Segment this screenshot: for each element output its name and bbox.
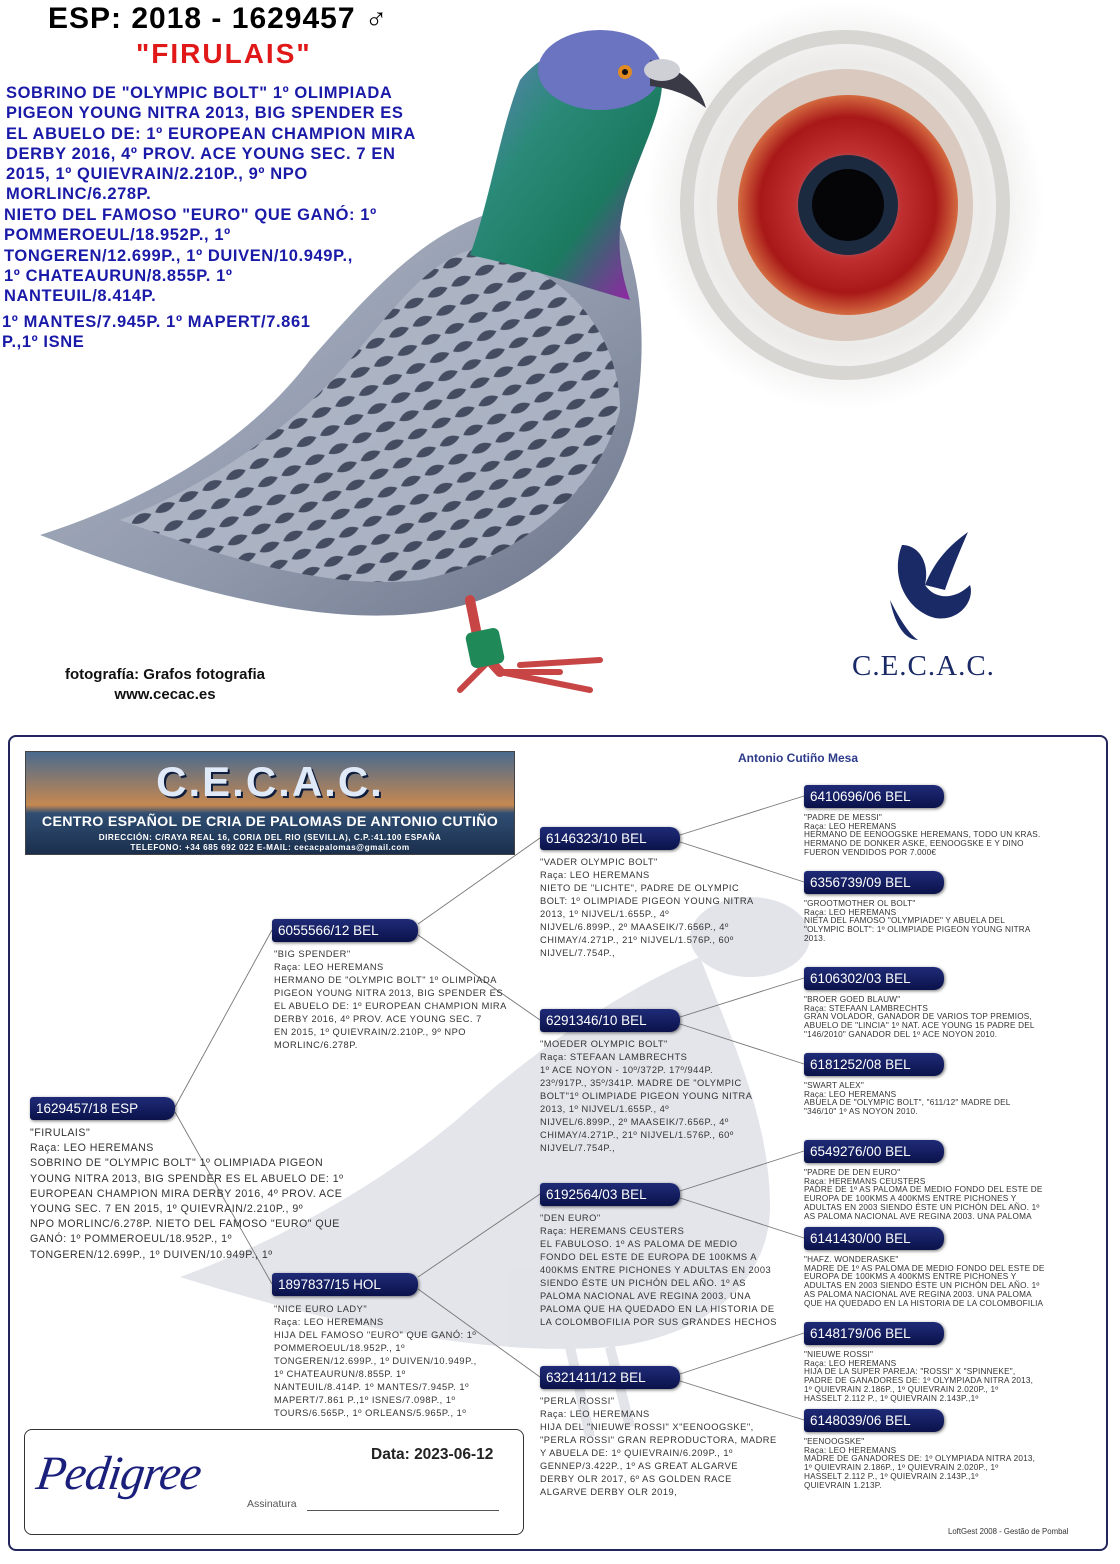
info-ddd: "EENOOGSKE" Raça: LEO HEREMANS MADRE DE GANADORES DE: 1º OLYMPIADA NITRA 2013, 1º QUIEVRAIN 2.186P., 1º QUIEVRAIN 2.020P., 1º HASSELT 2.112 P., 1º QUIEVRAIN 2.143P.,1º QUIEVRAIN 1.213P.	[804, 1437, 1036, 1490]
info-dam-sire: "DEN EURO" Raça: HEREMANS CEUSTERS EL FABULOSO. 1º AS PALOMA DE MEDIO FONDO DEL ESTE DE EUROPA DE 100KMS A 400KMS ENTRE PICHONES Y ADULTAS EN 2003 SIENDO ÉSTE UN PICHÓN DEL AÑO. 1º AS PALOMA NACIONAL AVE REGINA 2003. UNA PALOMA QUE HA QUEDADO EN LA HISTORIA DE LA COLOMBOFILIA POR SUS GRANDES HECHOS	[540, 1213, 778, 1327]
info-subject: "FIRULAIS" Raça: LEO HEREMANS SOBRINO DE "OLYMPIC BOLT" 1º OLIMPIADA PIGEON YOUNG NITRA 2013, BIG SPENDER ES EL ABUELO DE: 1º EUROPEAN CHAMPION MIRA DERBY 2016, 4º PROV. ACE YOUNG SEC. 7 EN 2015, 1º QUIEVRAIN/2.210P., 9º NPO MORLINC/6.278P. NIETO DEL FAMOSO "EURO" QUE GANÓ: 1º POMMEROEUL/18.952P., 1º TONGEREN/12.699P., 1º DUIVEN/10.949P., 1º	[30, 1127, 344, 1261]
ring-number-title: ESP: 2018 - 1629457 ♂	[48, 2, 389, 35]
website-link[interactable]: www.cecac.es	[114, 686, 216, 703]
pedigree-footer	[24, 1429, 524, 1535]
info-sdd: "SWART ALEX" Raça: LEO HEREMANS ABUELA DE "OLYMPIC BOLT", "611/12" MADRE DEL "346/10" 1º AS NOYON 2010.	[804, 1081, 1011, 1117]
software-credit: LoftGest 2008 - Gestão de Pombal	[948, 1527, 1069, 1536]
info-sss: "PADRE DE MESSI" Raça: LEO HEREMANS HERMANO DE EENOOGSKE HEREMANS, TODO UN KRAS. HERMANO DE DONKER ASKE, EENOOGSKE E Y DINO FUERON VENDIDOS POR 7.000€	[804, 813, 1041, 857]
info-dam: "NICE EURO LADY" Raça: LEO HEREMANS HIJA DEL FAMOSO "EURO" QUE GANÓ: 1º POMMEROEUL/18.952P., 1º TONGEREN/12.699P., 1º DUIVEN/10.949P., 1º CHATEAURUN/8.855P. 1º NANTEUIL/8.414P. 1º MANTES/7.945P. 1º MAPERT/7.861 P.,1º ISNES/7.098P., 1º TOURS/6.565P., 1º ORLEANS/5.965P., 1º	[274, 1304, 477, 1418]
info-sire: "BIG SPENDER" Raça: LEO HEREMANS HERMANO DE "OLYMPIC BOLT" 1º OLIMPIADA PIGEON YOUNG NITRA 2013, BIG SPENDER ES EL ABUELO DE: 1º EUROPEAN CHAMPION MIRA DERBY 2016, 4º PROV. ACE YOUNG SEC. 7 EN 2015, 1º QUIEVRAIN/2.210P., 9º NPO MORLINC/6.278P.	[274, 949, 507, 1050]
node-dam-sire[interactable]: 6192564/03 BEL	[540, 1183, 680, 1206]
pedigree-logo-word: Pedigree	[33, 1447, 205, 1500]
node-sds[interactable]: 6106302/03 BEL	[804, 967, 944, 990]
node-ddd[interactable]: 6148039/06 BEL	[804, 1409, 944, 1432]
node-sdd[interactable]: 6181252/08 BEL	[804, 1053, 944, 1076]
banner-title: C.E.C.A.C.	[156, 758, 384, 805]
info-sire-sire: "VADER OLYMPIC BOLT" Raça: LEO HEREMANS NIETO DE "LICHTE", PADRE DE OLYMPIC BOLT: 1º OLIMPIADE PIGEON YOUNG NITRA 2013, 1º NIJVEL/1.655P., 4º NIJVEL/6.899P., 2º MAASEIK/7.656P., 4º CHIMAY/4.271P., 21º NIJVEL/1.576P., 60º NIJVEL/7.754P.,	[540, 857, 754, 958]
node-sire[interactable]: 6055566/12 BEL	[272, 919, 418, 942]
info-sire-dam: "MOEDER OLYMPIC BOLT" Raça: STEFAAN LAMBRECHTS 1º ACE NOYON - 10º/372P. 17º/944P. 23º/917P., 35º/341P. MADRE DE "OLYMPIC BOLT"1º OLIMPIADE PIGEON YOUNG NITRA 2013, 1º NIJVEL/1.655P., 4º NIJVEL/6.899P., 2º MAASEIK/7.656P., 4º CHIMAY/4.271P., 21º NIJVEL/1.576P., 60º NIJVEL/7.754P.,	[540, 1039, 753, 1153]
node-subject[interactable]: 1629457/18 ESP	[30, 1097, 175, 1120]
node-sire-dam[interactable]: 6291346/10 BEL	[540, 1009, 680, 1032]
info-ssd: "GROOTMOTHER OL BOLT" Raça: LEO HEREMANS NIETA DEL FAMOSO "OLYMPIADE" Y ABUELA DEL "OLYMPIC BOLT": 1º OLIMPIADE PIGEON YOUNG NITRA 2013.	[804, 899, 1031, 943]
banner-address: DIRECCIÓN: C/RAYA REAL 16, CORIA DEL RIO (SEVILLA), C.P.:41.100 ESPAÑA TELEFONO: +34 685 692 022 E-MAIL: cecacpalomas@gmail.com	[98, 833, 442, 852]
node-dsd[interactable]: 6141430/00 BEL	[804, 1227, 944, 1250]
pigeon-name-title: "FIRULAIS"	[136, 38, 312, 69]
banner-subtitle: CENTRO ESPAÑOL DE CRIA DE PALOMAS DE ANTONIO CUTIÑO	[41, 814, 499, 830]
description-paragraph-3: 1º MANTES/7.945P. 1º MAPERT/7.861 P.,1º ISNE	[2, 313, 311, 352]
description-paragraph-2: NIETO DEL FAMOSO "EURO" QUE GANÓ: 1º POMMEROEUL/18.952P., 1º TONGEREN/12.699P., 1º DUIVEN/10.949P., 1º CHATEAURUN/8.855P. 1º NANTEUIL/8.414P.	[4, 206, 377, 306]
photo-credit	[54, 665, 276, 705]
description-paragraph-1: SOBRINO DE "OLYMPIC BOLT" 1º OLIMPIADA PIGEON YOUNG NITRA 2013, BIG SPENDER ES EL ABUELO DE: 1º EUROPEAN CHAMPION MIRA DERBY 2016, 4º PROV. ACE YOUNG SEC. 7 EN 2015, 1º QUIEVRAIN/2.210P., 9º NPO MORLINC/6.278P.	[6, 84, 416, 204]
date-label: Data: 2023-06-12	[371, 1446, 494, 1463]
signature-label: Assinatura	[247, 1498, 297, 1510]
node-sire-sire[interactable]: 6146323/10 BEL	[540, 827, 680, 850]
node-dss[interactable]: 6549276/00 BEL	[804, 1140, 944, 1163]
pedigree-chart	[8, 735, 1108, 1551]
node-dam[interactable]: 1897837/15 HOL	[272, 1273, 418, 1296]
node-dam-dam[interactable]: 6321411/12 BEL	[540, 1366, 680, 1389]
info-dds: "NIEUWE ROSSI" Raça: LEO HEREMANS HIJA DE LA SUPER PAREJA: "ROSSI" X "SPINNEKE", PADRE DE GANADORES DE: 1º OLYMPIADA NITRA 2013, 1º QUIEVRAIN 2.186P., 1º QUIEVRAIN 2.020P., 1º HASSELT 2.112 P., 1º QUIEVRAIN 2.143P.,1º	[804, 1350, 1034, 1403]
info-sds: "BROER GOED BLAUW" Raça: STEFAAN LAMBRECHTS GRAN VOLADOR, GANADOR DE VARIOS TOP PREMIOS, ABUELO DE "LINCIA" 1º NAT. ACE YOUNG 15 PADRE DEL "146/2010" GANADOR DEL 1º ACE NOYON 2010.	[804, 995, 1035, 1039]
owner-name: Antonio Cutiño Mesa	[738, 751, 858, 765]
info-dam-dam: "PERLA ROSSI" Raça: LEO HEREMANS HIJA DEL "NIEUWE ROSSI" X"EENOOGSKE", "PERLA ROSSI" GRAN REPRODUCTORA, MADRE Y ABUELA DE: 1º QUIEVRAIN/6.209P., 1º GENNEP/3.422P., 1º AS GREAT ALGARVE DERBY OLR 2017, 6º AS GOLDEN RACE ALGARVE DERBY OLR 2019,	[540, 1396, 777, 1497]
photo-credit-line: fotografía: Grafos fotografia	[64, 666, 265, 683]
info-dsd: "HAFZ. WONDERASKE" MADRE DE 1º AS PALOMA DE MEDIO FONDO DEL ESTE DE EUROPA DE 100KMS A 400KMS ENTRE PICHONES Y ADULTAS EN 2003 SIENDO ÉSTE UN PICHÓN DEL AÑO. 1º AS PALOMA NACIONAL AVE REGINA 2003. UNA PALOMA QUE HA QUEDADO EN LA HISTORIA DE LA COLOMBOFILIA	[804, 1255, 1045, 1308]
node-sss[interactable]: 6410696/06 BEL	[804, 785, 944, 808]
signature-line[interactable]	[307, 1510, 499, 1511]
node-ssd[interactable]: 6356739/09 BEL	[804, 871, 944, 894]
info-dss: "PADRE DE DEN EURO" Raça: HEREMANS CEUSTERS PADRE DE 1º AS PALOMA DE MEDIO FONDO DEL ESTE DE EUROPA DE 100KMS A 400KMS ENTRE PICHONES Y ADULTAS EN 2003 SIENDO ÉSTE UN PICHÓN DEL AÑO. 1º AS PALOMA NACIONAL AVE REGINA 2003. UNA PALOMA	[804, 1168, 1043, 1221]
cecac-banner	[25, 751, 515, 855]
top-section	[0, 0, 1120, 722]
node-dds[interactable]: 6148179/06 BEL	[804, 1322, 944, 1345]
cecac-logo-text: C.E.C.A.C.	[852, 650, 995, 682]
